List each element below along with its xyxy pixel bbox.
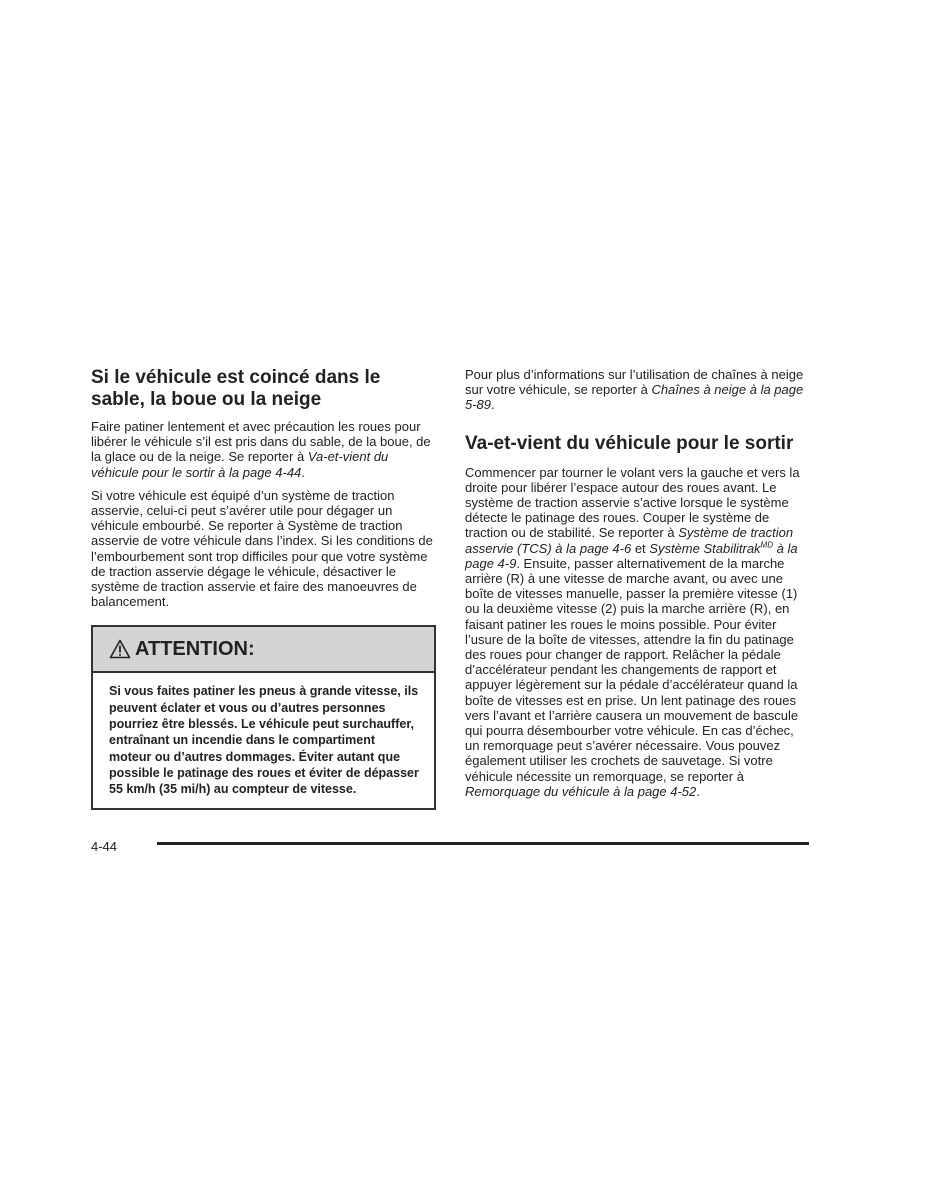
paragraph-snow-chains: Pour plus d’informations sur l’utilisation de chaînes à neige sur votre véhicule, se reporter à Chaînes à neige à la page 5-89.	[465, 367, 804, 413]
paragraph-rock-intro: Faire patiner lentement et avec précaution les roues pour libérer le véhicule s’il est pris dans du sable, de la boue, de la glace ou de la neige. Se reporter à Va-et-vient du véhicule pour le sortir à la page 4-44.	[91, 419, 431, 480]
attention-title: ATTENTION:	[135, 637, 255, 660]
cross-reference-link: Système de traction asservie (TCS) à la page 4-6	[465, 525, 794, 556]
cross-reference-link: Remorquage du véhicule à la page 4-52	[465, 783, 697, 799]
attention-header	[93, 627, 434, 673]
attention-box	[91, 625, 436, 809]
right-column	[465, 367, 810, 807]
paragraph-traction: Si votre véhicule est équipé d’un système de traction asservie, celui-ci peut s’avérer utile pour dégager un véhicule embourbé. Se reporter à Système de traction asservie de votre véhicule dans l’index. Si les conditions de l’embourbement sont trop difficiles pour que votre système de traction asservie dégage le véhicule, désactiver le système de traction asservie et faire des manoeuvres de balancement.	[91, 487, 433, 610]
page-number: 4-44	[91, 839, 118, 854]
left-column	[91, 367, 436, 810]
cross-reference-link: Va-et-vient du véhicule pour le sortir à la page 4-44	[91, 449, 389, 480]
section-heading-stuck: Si le véhicule est coincé dans le sable, la boue ou la neige	[91, 367, 381, 410]
section-heading-rocking: Va-et-vient du véhicule pour le sortir	[465, 432, 794, 454]
warning-triangle-icon	[109, 639, 131, 659]
cross-reference-link: Chaînes à neige à la page 5-89	[465, 382, 804, 413]
footer-divider	[157, 842, 809, 845]
paragraph-rocking: Commencer par tourner le volant vers la gauche et vers la droite pour libérer l’espace autour des roues avant. Le système de traction asservie s’active lorsque le système détecte le patinage des roues. Couper le système de traction ou de stabilité. Se reporter à Système de traction asservie (TCS) à la page 4-6 et Système Stabilitrak$^{MD}$ à la page 4-9. Ensuite, passer alternativement de la marche arrière (R) à une vitesse de marche avant, ou avec une boîte de vitesses manuelle, passer la première vitesse (1) ou la deuxième vitesse (2) puis la marche arrière (R), en faisant patiner les roues le moins possible. Pour éviter l’usure de la boîte de vitesses, attendre la fin du patinage des roues pour changer de rapport. Relâcher la pédale d’accélérateur pendant les changements de rapport et appuyer légèrement sur la pédale d’accélérateur quand la boîte de vitesses est en prise. Un lent patinage des roues vers l’avant et l’arrière causera un mouvement de bascule qui pourra désembourber votre véhicule. En cas d’échec, un remorquage peut s’avérer nécessaire. Vous pouvez également utiliser les crochets de sauvetage. Si votre véhicule nécessite un remorquage, se reporter à Remorquage du véhicule à la page 4-52.	[465, 464, 800, 799]
cross-reference-link: Système Stabilitrak$^{MD}$ à la page 4-9	[465, 540, 798, 571]
attention-body: Si vous faites patiner les pneus à grande vitesse, ils peuvent éclater et vous ou d’autres personnes pourriez être blessés. Le véhicule peut surchauffer, entraînant un incendie dans le compartiment moteur ou d’autres dommages. Éviter autant que possible le patinage des roues et éviter de dépasser 55 km/h (35 mi/h) au compteur de vitesse.	[109, 684, 419, 797]
